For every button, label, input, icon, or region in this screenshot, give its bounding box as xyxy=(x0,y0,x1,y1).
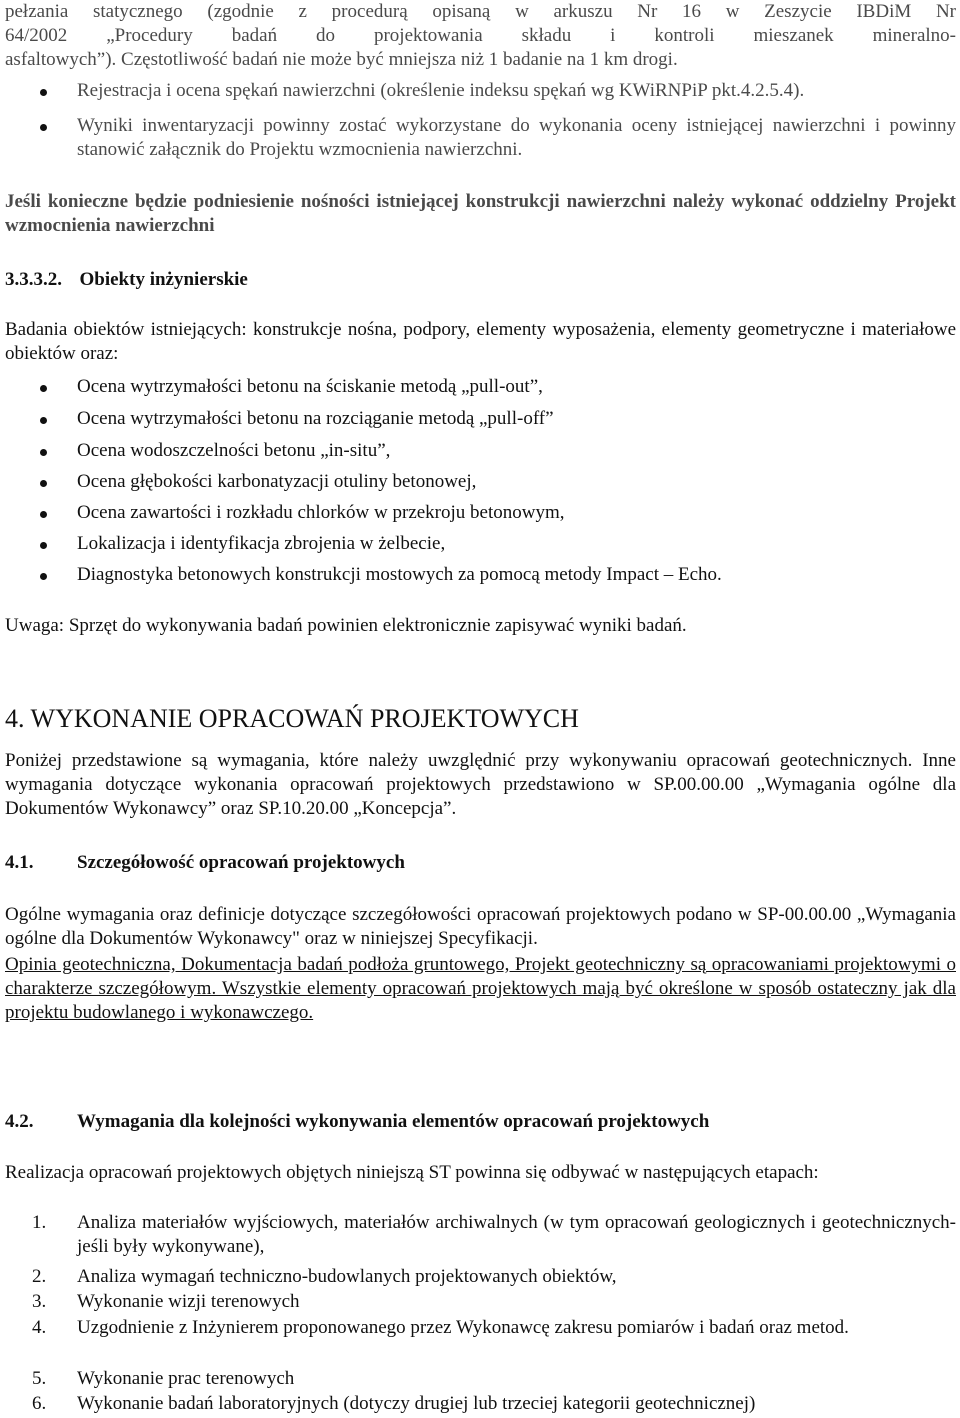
list-item: Wykonanie wizji terenowych xyxy=(77,1291,300,1312)
section-intro: Badania obiektów istniejących: konstrukcje nośna, podpory, elementy wyposażenia, elementy geometryczne i materiałowe obiektów oraz: xyxy=(5,319,956,364)
step-number: 1. xyxy=(32,1212,47,1233)
list-item: Analiza wymagań techniczno-budowlanych projektowanych obiektów, xyxy=(77,1266,617,1287)
section-title: Szczegółowość opracowań projektowych xyxy=(77,852,405,873)
list-item: Wykonanie badań laboratoryjnych (dotyczy drugiej lub trzeciej kategorii geotechnicznej) xyxy=(77,1393,756,1414)
list-item: Ocena wytrzymałości betonu na rozciąganie metodą „pull-off” xyxy=(77,407,956,431)
intro-line-1: pełzania statycznego (zgodnie z procedurą opisaną w arkuszu Nr 16 w Zeszycie IBDiM Nr xyxy=(5,1,956,22)
list-item: Uzgodnienie z Inżynierem proponowanego przez Wykonawcę zakresu pomiarów i badań oraz metod. xyxy=(77,1317,849,1338)
intro-line-2: 64/2002 „Procedury badań do projektowania składu i kontroli mieszanek mineralno- xyxy=(5,25,956,46)
list-item: Wyniki inwentaryzacji powinny zostać wykorzystane do wykonania oceny istniejącej nawierzchni i powinny stanowić załącznik do Projektu wzmocnienia nawierzchni. xyxy=(77,115,956,160)
step-number: 5. xyxy=(32,1368,47,1389)
list-item: Ocena wodoszczelności betonu „in-situ”, xyxy=(77,439,956,463)
list-item: Lokalizacja i identyfikacja zbrojenia w żelbecie, xyxy=(77,532,956,556)
list-item: Ocena zawartości i rozkładu chlorków w przekroju betonowym, xyxy=(77,501,956,525)
list-item: Ocena wytrzymałości betonu na ściskanie metodą „pull-out”, xyxy=(77,375,956,399)
section-42-intro: Realizacja opracowań projektowych objętych niniejszą ST powinna się odbywać w następujących etapach: xyxy=(5,1162,819,1183)
step-number: 6. xyxy=(32,1393,47,1414)
equipment-note: Uwaga: Sprzęt do wykonywania badań powinien elektronicznie zapisywać wyniki badań. xyxy=(5,615,687,636)
section-4-heading: 4. WYKONANIE OPRACOWAŃ PROJEKTOWYCH xyxy=(5,704,579,733)
section-heading-3332 xyxy=(5,268,956,292)
list-item: Diagnostyka betonowych konstrukcji mostowych za pomocą metody Impact – Echo. xyxy=(77,563,956,587)
section-number: 3.3.3.2. xyxy=(5,269,62,290)
step-number: 4. xyxy=(32,1317,47,1338)
section-4-paragraph: Poniżej przedstawione są wymagania, które należy uwzględnić przy wykonywaniu opracowań geotechnicznych. Inne wymagania dotyczące wykonania opracowań projektowych przedstawiono w SP.00.00.00 „Wymagania ogólne dla Dokumentów Wykonawcy” oraz SP.10.20.00 „Koncepcja”. xyxy=(5,750,956,819)
intro-line-3: asfaltowych”). Częstotliwość badań nie może być mniejsza niż 1 badanie na 1 km drogi. xyxy=(5,49,678,70)
section-41-paragraph-2: Opinia geotechniczna, Dokumentacja badań podłoża gruntowego, Projekt geotechniczny są opracowaniami projektowymi o charakterze szczegółowym. Wszystkie elementy opracowań projektowych mają być określone w sposób ostateczny jak dla projektu budowlanego i wykonawczego. xyxy=(5,954,956,1023)
step-number: 2. xyxy=(32,1266,47,1287)
section-title: Wymagania dla kolejności wykonywania elementów opracowań projektowych xyxy=(77,1111,710,1132)
bold-note: Jeśli konieczne będzie podniesienie nośności istniejącej konstrukcji nawierzchni należy wykonać oddzielny Projekt wzmocnienia nawierzchni xyxy=(5,191,956,236)
list-item: Rejestracja i ocena spękań nawierzchni (określenie indeksu spękań wg KWiRNPiP pkt.4.2.5.4). xyxy=(77,79,956,103)
section-title: Obiekty inżynierskie xyxy=(79,269,248,290)
section-number: 4.2. xyxy=(5,1111,34,1132)
section-41-paragraph-1: Ogólne wymagania oraz definicje dotyczące szczegółowości opracowań projektowych podano w SP-00.00.00 „Wymagania ogólne dla Dokumentów Wykonawcy" oraz w niniejszej Specyfikacji. xyxy=(5,904,956,949)
step-number: 3. xyxy=(32,1291,47,1312)
list-item: Analiza materiałów wyjściowych, materiałów archiwalnych (w tym opracowań geologicznych i geotechnicznych- jeśli były wykonywane), xyxy=(77,1212,956,1257)
list-item: Ocena głębokości karbonatyzacji otuliny betonowej, xyxy=(77,470,956,494)
list-item: Wykonanie prac terenowych xyxy=(77,1368,295,1389)
section-number: 4.1. xyxy=(5,852,34,873)
